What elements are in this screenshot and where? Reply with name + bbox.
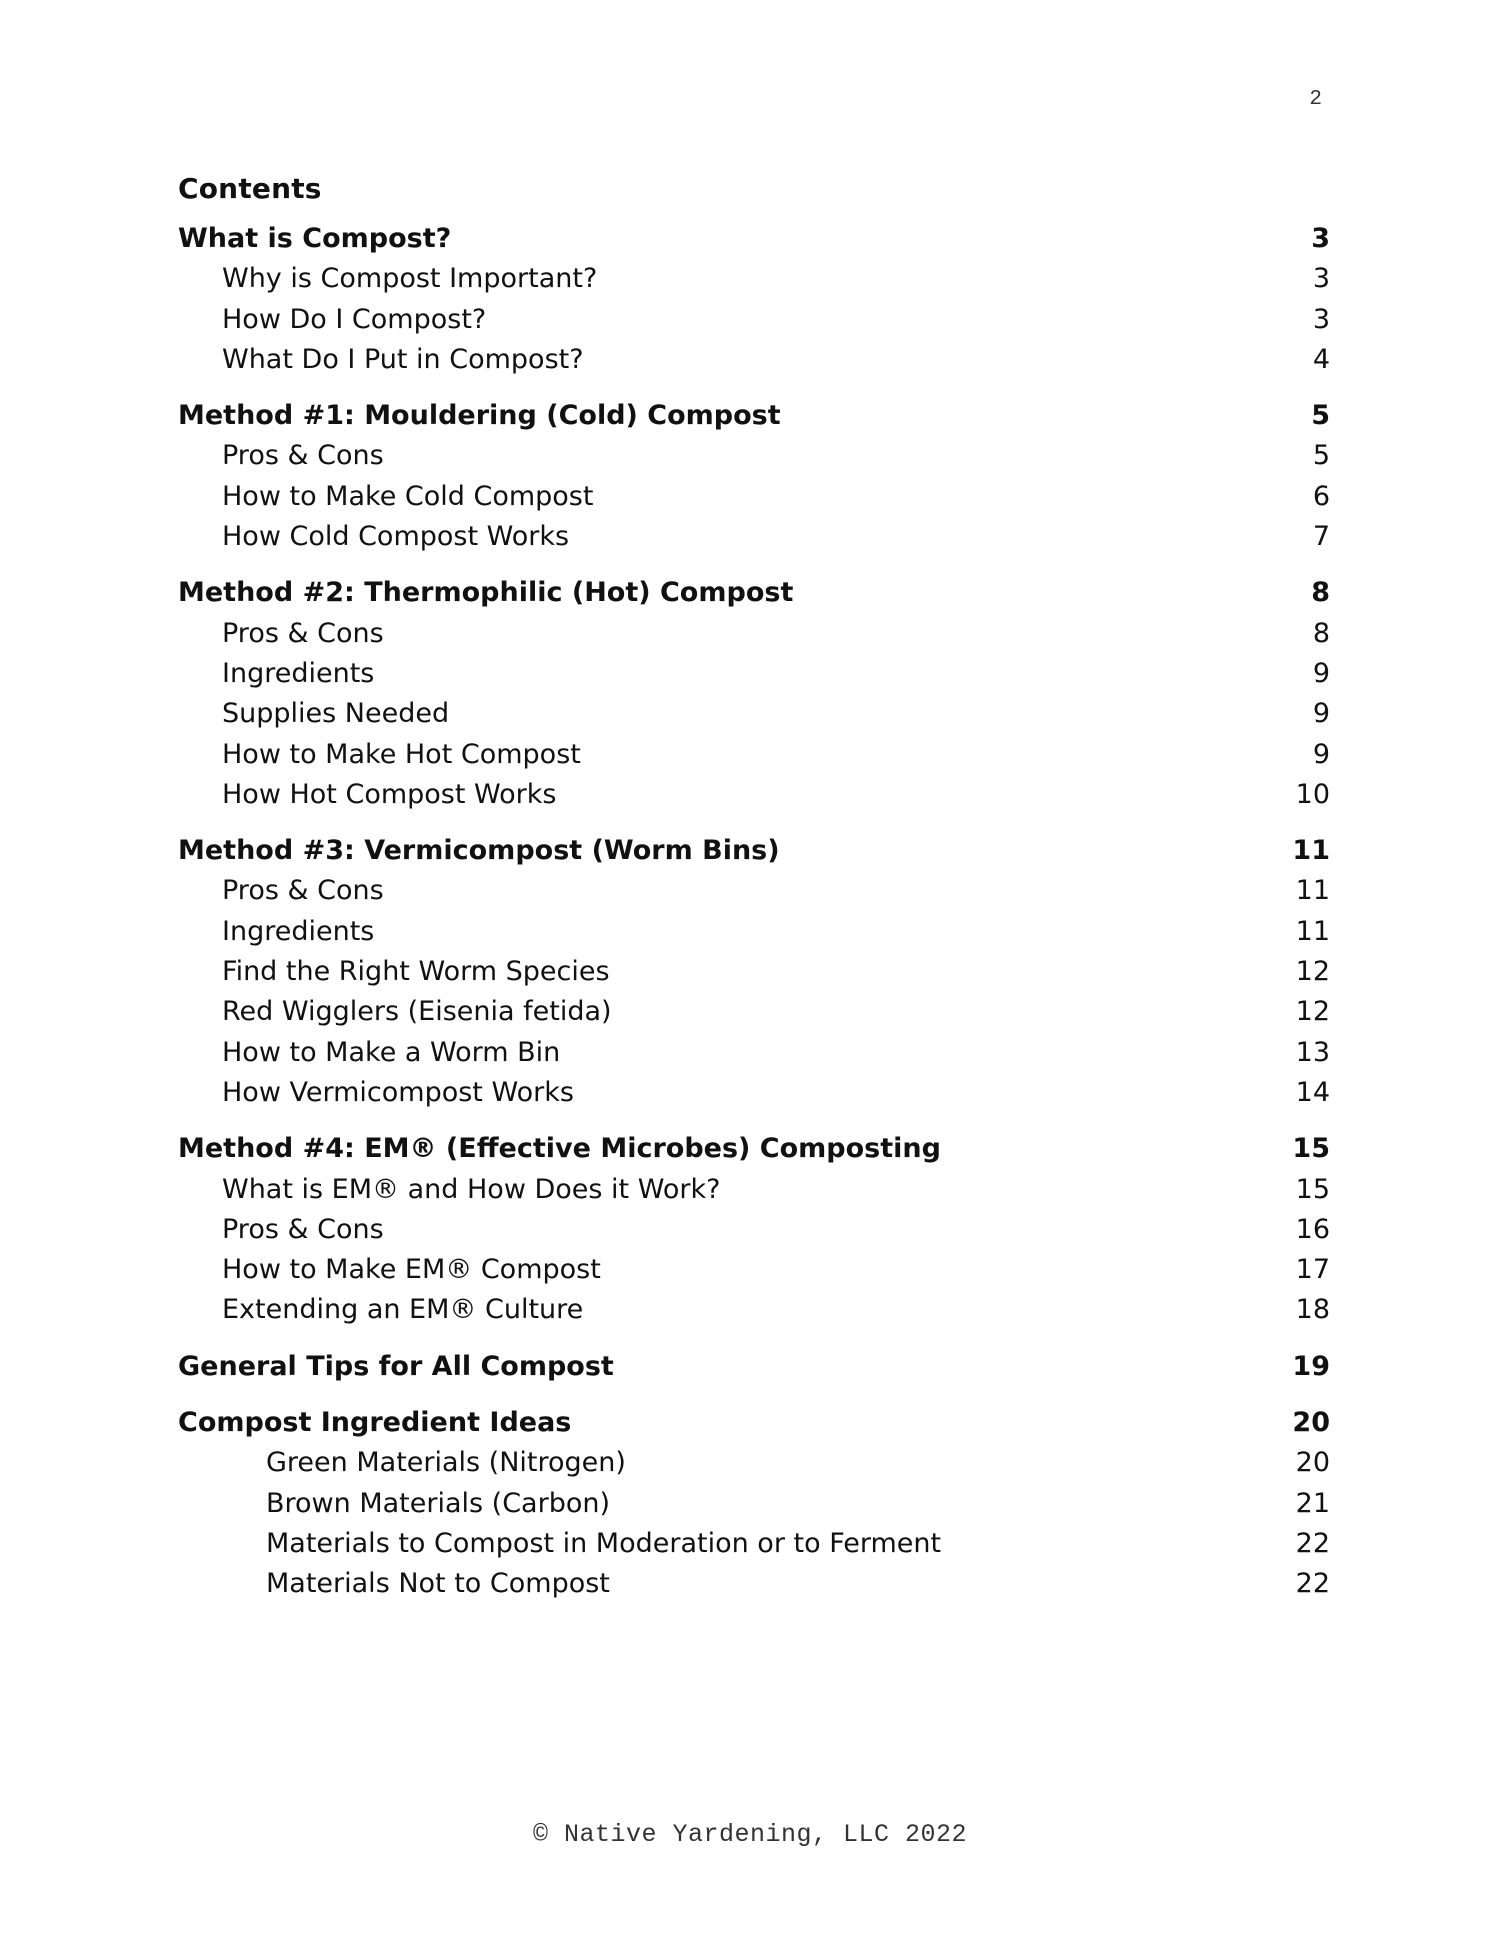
toc-subentry[interactable] — [178, 1250, 1330, 1290]
toc-subentry[interactable] — [178, 340, 1330, 380]
toc-entry-label: Green Materials (Nitrogen) — [266, 1447, 626, 1479]
toc-entry-page: 16 — [1295, 1213, 1330, 1245]
toc-entry-page: 10 — [1295, 778, 1330, 810]
toc-entry-label: General Tips for All Compost — [178, 1350, 614, 1382]
toc-subentry[interactable] — [178, 1290, 1330, 1330]
toc-subentry[interactable] — [178, 1033, 1330, 1073]
toc-subentry[interactable] — [178, 952, 1330, 992]
toc-entry-label: How to Make EM® Compost — [222, 1254, 601, 1286]
toc-entry-page: 12 — [1295, 996, 1330, 1028]
toc-entry-page: 9 — [1312, 698, 1330, 730]
toc-entry-label: Method #2: Thermophilic (Hot) Compost — [178, 577, 794, 609]
toc-entry-page: 5 — [1312, 440, 1330, 472]
toc-subentry[interactable] — [178, 300, 1330, 340]
toc-entry-label: Method #1: Mouldering (Cold) Compost — [178, 400, 781, 432]
toc-subentry[interactable] — [178, 735, 1330, 775]
page-number: 2 — [1309, 88, 1322, 111]
toc-entry-page: 5 — [1311, 400, 1330, 432]
toc-entry-label: Materials to Compost in Moderation or to Ferment — [266, 1527, 942, 1559]
toc-entry-page: 8 — [1312, 617, 1330, 649]
toc-entry-page: 15 — [1292, 1133, 1330, 1165]
toc-subentry[interactable] — [178, 912, 1330, 952]
toc-entry-page: 9 — [1312, 657, 1330, 689]
toc-entry-label: How Vermicompost Works — [222, 1076, 574, 1108]
toc-section — [178, 1347, 1330, 1387]
toc-entry[interactable] — [178, 396, 1330, 436]
toc-entry[interactable] — [178, 219, 1330, 259]
toc-entry-label: What Do I Put in Compost? — [222, 343, 584, 375]
toc-entry-page: 9 — [1312, 738, 1330, 770]
toc-subentry[interactable] — [178, 1564, 1330, 1604]
toc-subentry[interactable] — [178, 694, 1330, 734]
toc-subentry[interactable] — [178, 1073, 1330, 1113]
toc-entry-page: 22 — [1295, 1527, 1330, 1559]
toc-subentry[interactable] — [178, 775, 1330, 815]
toc-section — [178, 831, 1330, 1113]
toc-section — [178, 396, 1330, 557]
toc-section — [178, 1403, 1330, 1604]
toc-entry-page: 21 — [1295, 1487, 1330, 1519]
toc-entry-page: 7 — [1312, 521, 1330, 553]
toc-entry-label: Compost Ingredient Ideas — [178, 1407, 572, 1439]
toc-entry-label: Pros & Cons — [222, 1213, 384, 1245]
toc-entry-label: Pros & Cons — [222, 617, 384, 649]
toc-entry-label: Find the Right Worm Species — [222, 956, 610, 988]
toc-entry-page: 3 — [1311, 223, 1330, 254]
toc-subentry[interactable] — [178, 614, 1330, 654]
toc-entry-label: Supplies Needed — [222, 698, 450, 730]
toc-entry-page: 11 — [1295, 915, 1330, 947]
toc-entry-label: What is Compost? — [178, 223, 452, 254]
toc-subentry[interactable] — [178, 1524, 1330, 1564]
toc-entry-page: 4 — [1312, 343, 1330, 375]
toc-subentry[interactable] — [178, 436, 1330, 476]
copyright-footer: © Native Yardening, LLC 2022 — [532, 1820, 968, 1849]
toc-subentry[interactable] — [178, 1484, 1330, 1524]
toc-title: Contents — [178, 172, 322, 205]
toc-entry-page: 20 — [1292, 1407, 1330, 1439]
toc-entry[interactable] — [178, 831, 1330, 871]
toc-section — [178, 573, 1330, 815]
toc-subentry[interactable] — [178, 517, 1330, 557]
toc-entry-page: 3 — [1312, 303, 1330, 335]
toc-entry-label: Method #4: EM® (Effective Microbes) Composting — [178, 1133, 941, 1165]
toc-subentry[interactable] — [178, 259, 1330, 299]
toc-section — [178, 219, 1330, 380]
toc-entry-page: 12 — [1295, 956, 1330, 988]
toc-entry[interactable] — [178, 573, 1330, 613]
table-of-contents — [178, 172, 1330, 1621]
toc-entry[interactable] — [178, 1347, 1330, 1387]
toc-entry-label: How to Make Hot Compost — [222, 738, 581, 770]
toc-entry-label: Pros & Cons — [222, 440, 384, 472]
toc-entry-label: How Cold Compost Works — [222, 521, 570, 553]
toc-entry-label: Red Wigglers (Eisenia fetida) — [222, 996, 612, 1028]
toc-entry-page: 3 — [1312, 263, 1330, 295]
toc-subentry[interactable] — [178, 1170, 1330, 1210]
toc-entry-label: Materials Not to Compost — [266, 1568, 610, 1600]
toc-entry-label: Brown Materials (Carbon) — [266, 1487, 610, 1519]
toc-entry-label: What is EM® and How Does it Work? — [222, 1173, 721, 1205]
toc-entry-page: 11 — [1295, 875, 1330, 907]
toc-subentry[interactable] — [178, 654, 1330, 694]
toc-entry-label: How Hot Compost Works — [222, 778, 557, 810]
toc-entry-page: 13 — [1295, 1036, 1330, 1068]
toc-entry-page: 17 — [1295, 1254, 1330, 1286]
toc-entry-page: 20 — [1295, 1447, 1330, 1479]
toc-entry-label: How to Make a Worm Bin — [222, 1036, 561, 1068]
toc-entry-label: Extending an EM® Culture — [222, 1294, 584, 1326]
toc-entry-label: How Do I Compost? — [222, 303, 487, 335]
toc-entry-page: 22 — [1295, 1568, 1330, 1600]
toc-entry[interactable] — [178, 1403, 1330, 1443]
toc-entry-page: 18 — [1295, 1294, 1330, 1326]
toc-subentry[interactable] — [178, 477, 1330, 517]
toc-entry-label: Ingredients — [222, 915, 375, 947]
toc-entry-page: 8 — [1311, 577, 1330, 609]
toc-subentry[interactable] — [178, 1210, 1330, 1250]
toc-subentry[interactable] — [178, 871, 1330, 911]
toc-entry-label: Why is Compost Important? — [222, 263, 598, 295]
toc-entry-page: 15 — [1295, 1173, 1330, 1205]
toc-entry-page: 11 — [1292, 835, 1330, 867]
toc-entry-page: 14 — [1295, 1076, 1330, 1108]
toc-entry-page: 19 — [1292, 1350, 1330, 1382]
toc-entry-label: Ingredients — [222, 657, 375, 689]
toc-entry-page: 6 — [1312, 480, 1330, 512]
toc-entry[interactable] — [178, 1129, 1330, 1169]
toc-subentry[interactable] — [178, 992, 1330, 1032]
toc-entry-label: Pros & Cons — [222, 875, 384, 907]
toc-entry-label: Method #3: Vermicompost (Worm Bins) — [178, 835, 780, 867]
toc-entry-label: How to Make Cold Compost — [222, 480, 594, 512]
toc-section — [178, 1129, 1330, 1330]
toc-subentry[interactable] — [178, 1443, 1330, 1483]
